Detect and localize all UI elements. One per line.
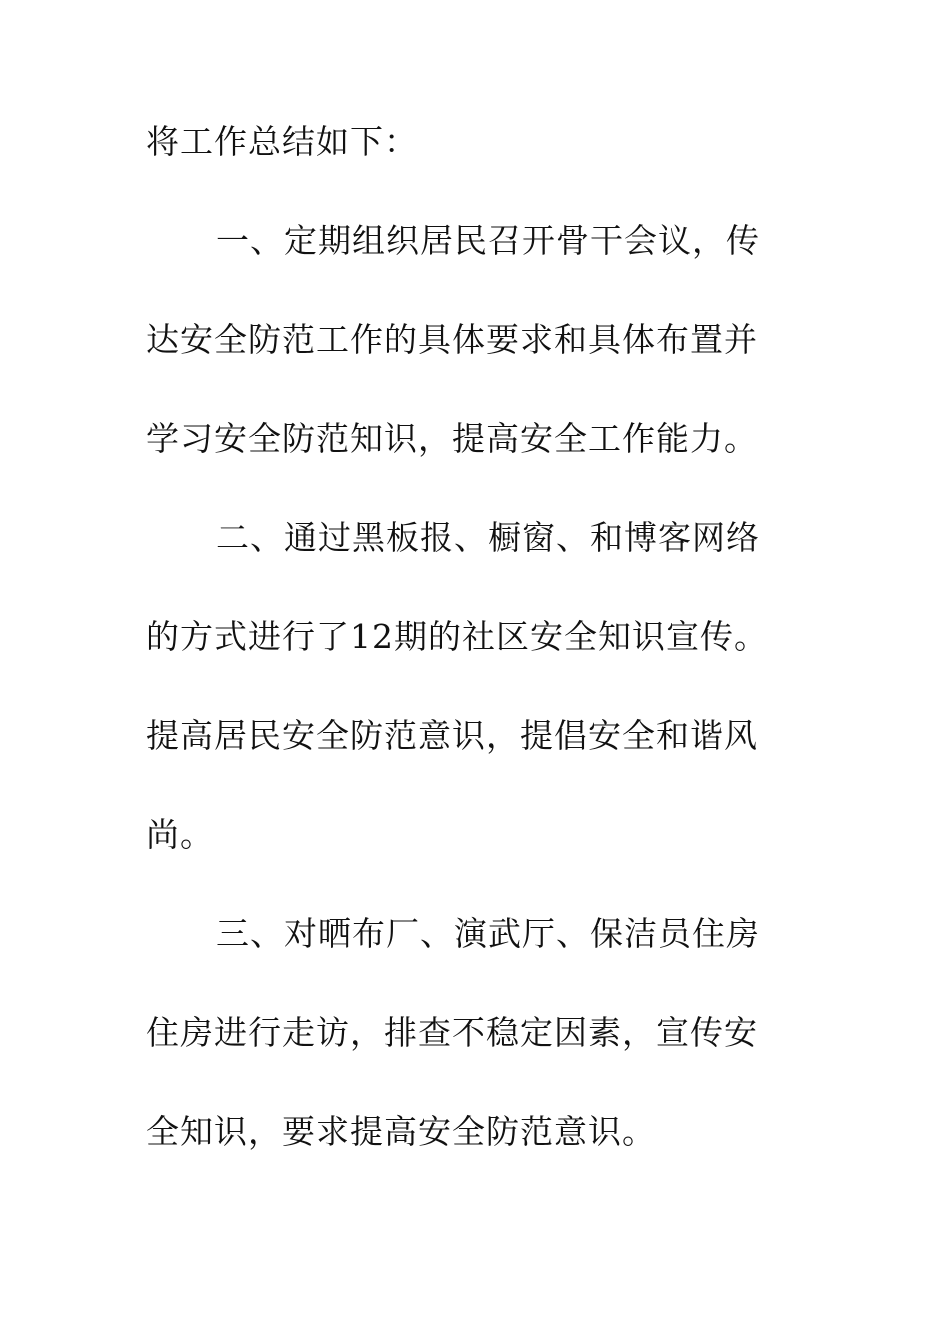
- item-three-line-1: 三、对晒布厂、演武厅、保洁员住房: [216, 914, 760, 953]
- item-one-line-2: 达安全防范工作的具体要求和具体布置并: [146, 320, 758, 359]
- document-body: [146, 122, 786, 1214]
- item-two-line-3: 提高居民安全防范意识，提倡安全和谐风: [146, 716, 758, 755]
- item-two-line-4: 尚。: [146, 815, 214, 854]
- item-two-line-1: 二、通过黑板报、橱窗、和博客网络: [216, 518, 760, 557]
- item-one-line-1: 一、定期组织居民召开骨干会议，传: [216, 221, 760, 260]
- item-one-line-3: 学习安全防范知识，提高安全工作能力。: [146, 419, 758, 458]
- intro-line: 将工作总结如下：: [146, 122, 418, 161]
- item-three-line-3: 全知识，要求提高安全防范意识。: [146, 1112, 656, 1151]
- item-three-line-2: 住房进行走访，排查不稳定因素，宣传安: [146, 1013, 758, 1052]
- item-two-line-2: 的方式进行了12期的社区安全知识宣传。: [146, 617, 768, 656]
